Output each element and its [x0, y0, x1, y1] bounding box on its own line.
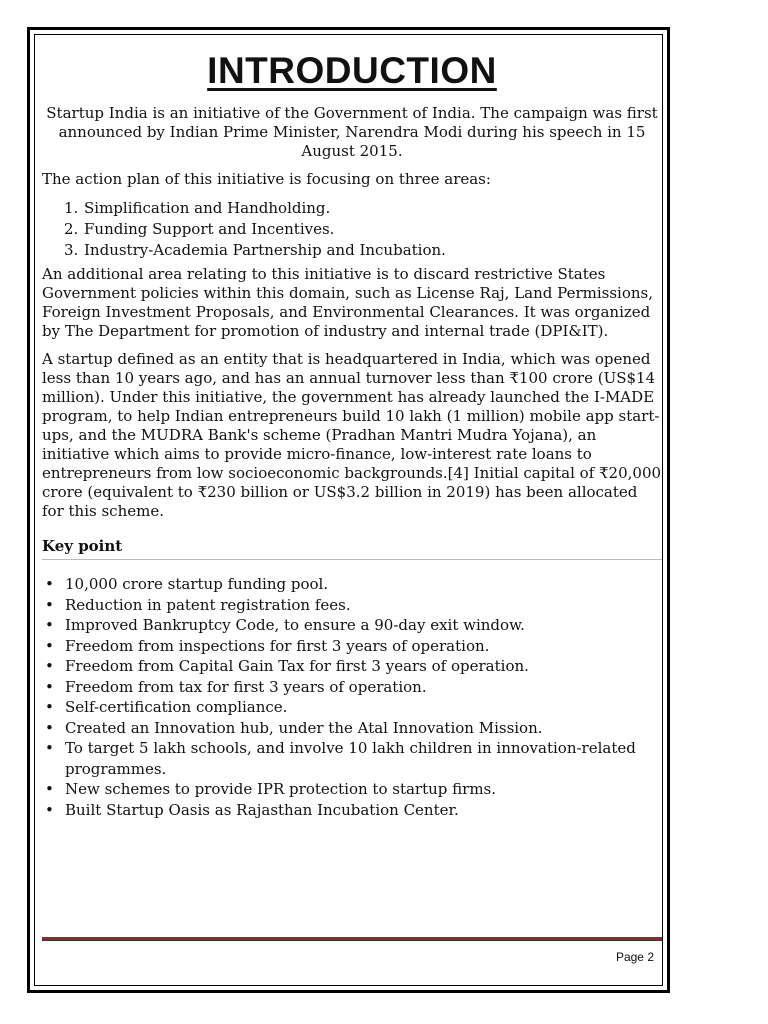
- page-number: Page 2: [615, 950, 654, 964]
- startup-definition-paragraph: A startup defined as an entity that is headquartered in India, which was opened less than 10 years ago, and has an annual turnover less than ₹100 crore (US$14 million). Under this initiative, the government has already launched the I-MADE program, to help Indian entrepreneurs build 10 lakh (1 million) mobile app start-ups, and the MUDRA Bank's scheme (Pradhan Mantri Mudra Yojana), an initiative which aims to provide micro-finance, low-interest rate loans to entrepreneurs from low socioeconomic backgrounds.[4] Initial capital of ₹20,000 crore (equivalent to ₹230 billion or US$3.2 billion in 2019) has been allocated for this scheme.: [42, 350, 662, 520]
- list-item-text: Funding Support and Incentives.: [84, 220, 335, 238]
- list-item: • To target 5 lakh schools, and involve 10 lakh children in innovation-related programmes.: [42, 738, 662, 779]
- document-body: [42, 50, 662, 820]
- list-number: 2.: [64, 220, 79, 238]
- list-item-text: Industry-Academia Partnership and Incubation.: [84, 241, 446, 259]
- list-item: • New schemes to provide IPR protection to startup firms.: [42, 779, 662, 800]
- list-item: [64, 198, 662, 219]
- list-number: 1.: [64, 199, 79, 217]
- intro-paragraph: Startup India is an initiative of the Government of India. The campaign was first announced by Indian Prime Minister, Narendra Modi during his speech in 15 August 2015.: [46, 104, 658, 160]
- areas-list: [64, 198, 662, 261]
- list-item: [64, 219, 662, 240]
- page-title: [42, 50, 662, 92]
- list-item-text: Simplification and Handholding.: [84, 199, 331, 217]
- action-plan-paragraph: The action plan of this initiative is focusing on three areas:: [42, 170, 491, 188]
- page-title-text: INTRODUCTION: [207, 50, 497, 91]
- list-item: • Improved Bankruptcy Code, to ensure a 90-day exit window.: [42, 615, 662, 636]
- list-item: • Freedom from inspections for first 3 years of operation.: [42, 636, 662, 657]
- list-item: • Freedom from Capital Gain Tax for first 3 years of operation.: [42, 656, 662, 677]
- key-points-list: [42, 574, 662, 820]
- key-point-heading: Key point: [42, 537, 662, 560]
- list-item: • 10,000 crore startup funding pool.: [42, 574, 662, 595]
- list-number: 3.: [64, 241, 79, 259]
- additional-area-paragraph: An additional area relating to this initiative is to discard restrictive States Government policies within this domain, such as License Raj, Land Permissions, Foreign Investment Proposals, and Environmental Clearances. It was organized by The Department for promotion of industry and internal trade (DPI&IT).: [42, 265, 653, 340]
- list-item: • Created an Innovation hub, under the Atal Innovation Mission.: [42, 718, 662, 739]
- list-item: • Built Startup Oasis as Rajasthan Incubation Center.: [42, 800, 662, 821]
- list-item: [64, 240, 662, 261]
- list-item: • Reduction in patent registration fees.: [42, 595, 662, 616]
- list-item: • Freedom from tax for first 3 years of operation.: [42, 677, 662, 698]
- list-item: • Self-certification compliance.: [42, 697, 662, 718]
- footer-divider: [42, 937, 662, 941]
